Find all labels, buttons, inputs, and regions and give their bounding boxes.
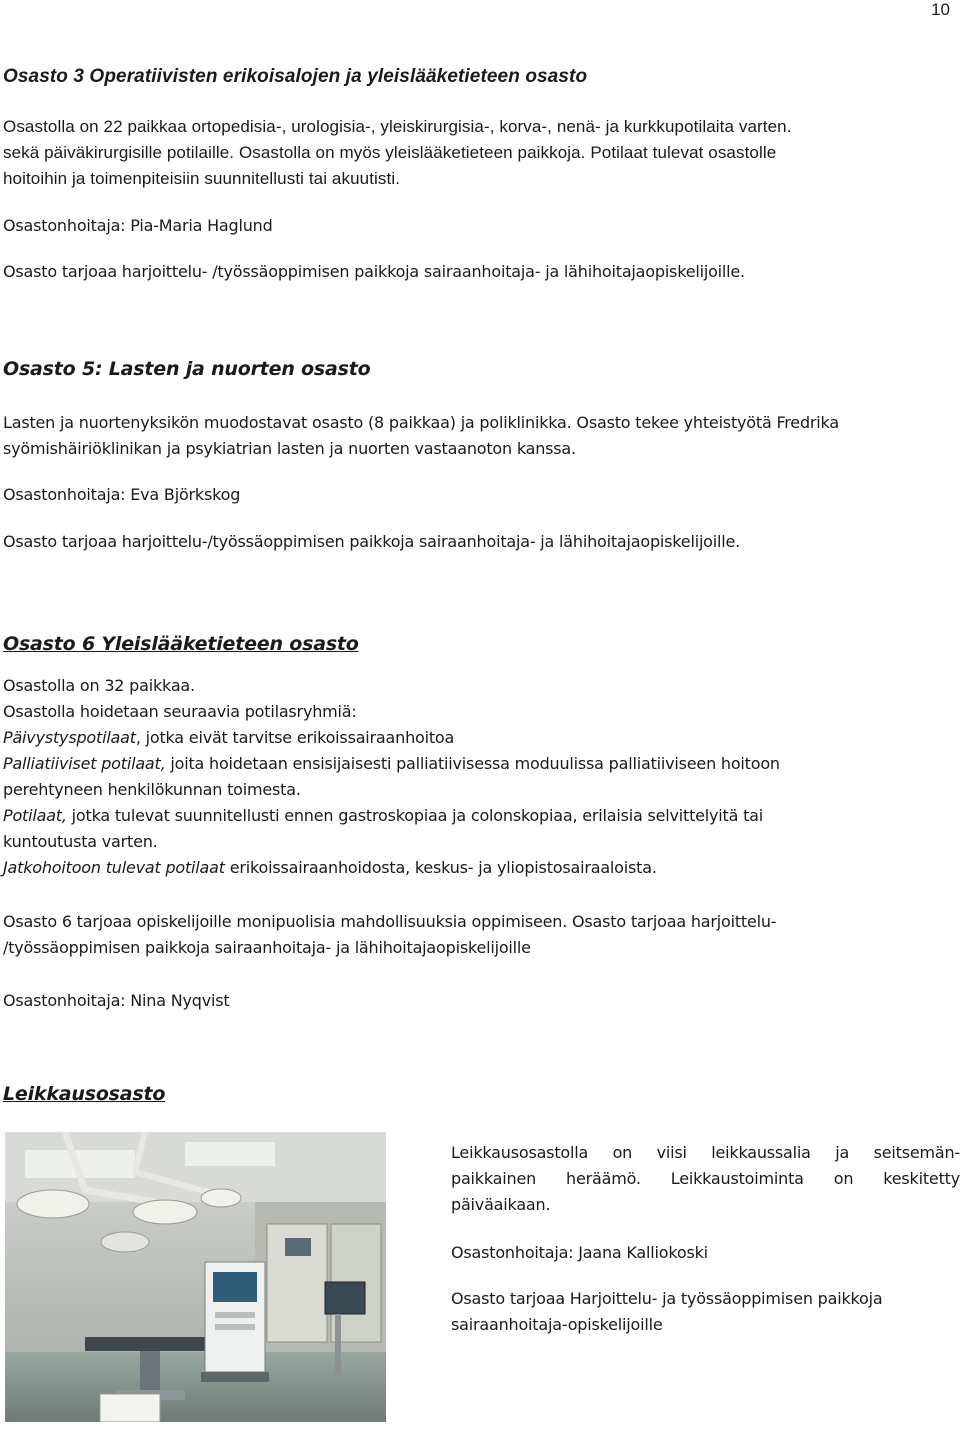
section-3-line-3: hoitoihin ja toimenpiteisiin suunnitellusti tai akuutisti. (3, 169, 401, 188)
page-number: 10 (931, 0, 950, 19)
group-1 (3, 725, 953, 751)
section-6-offer-line-1: Osasto 6 tarjoaa opiskelijoille monipuolisia mahdollisuuksia oppimiseen. Osasto tarjoaa harjoittelu- (3, 912, 777, 931)
section-6-groups-intro: Osastolla hoidetaan seuraavia potilasryhmiä: (3, 702, 357, 721)
group-2-line-2: perehtyneen henkilökunnan toimesta. (3, 780, 301, 799)
group-4 (3, 855, 953, 881)
section-6-head-nurse: Osastonhoitaja: Nina Nyqvist (3, 991, 230, 1010)
group-2-text: joita hoidetaan ensisijaisesti palliatiivisessa moduulissa palliatiiviseen hoitoon (165, 754, 780, 773)
group-2-name: Palliatiiviset potilaat, (3, 754, 166, 773)
surgery-head-nurse: Osastonhoitaja: Jaana Kalliokoski (451, 1243, 708, 1262)
surgery-offer-line-1: Osasto tarjoaa Harjoittelu- ja työssäoppimisen paikkoja (451, 1289, 883, 1308)
group-2 (3, 751, 953, 777)
section-5-title: Osasto 5: Lasten ja nuorten osasto (3, 358, 371, 380)
section-5-line-2: syömishäiriöklinikan ja psykiatrian lasten ja nuorten vastaanoton kanssa. (3, 439, 576, 458)
surgery-line-3: päiväaikaan. (451, 1195, 551, 1214)
section-3-line-2: sekä päiväkirurgisille potilaille. Osastolla on myös yleislääketieteen paikkoja. Potilaat tulevat osastolle (3, 143, 777, 162)
section-6-offer (3, 909, 953, 961)
section-5-offer: Osasto tarjoaa harjoittelu-/työssäoppimisen paikkoja sairaanhoitaja- ja lähihoitajaopiskelijoille. (3, 532, 741, 551)
section-6-places: Osastolla on 32 paikkaa. (3, 676, 195, 695)
surgery-title: Leikkausosasto (3, 1083, 166, 1105)
group-4-name: Jatkohoitoon tulevat potilaat (3, 858, 225, 877)
group-3-name: Potilaat, (3, 806, 67, 825)
section-3-line-1: Osastolla on 22 paikkaa ortopedisia-, urologisia-, yleiskirurgisia-, korva-, nenä- ja kurkkupotilaita varten. (3, 117, 792, 136)
group-3-line-2: kuntoutusta varten. (3, 832, 158, 851)
section-6-offer-line-2: /työssäoppimisen paikkoja sairaanhoitaja- ja lähihoitajaopiskelijoille (3, 938, 531, 957)
surgery-line-2: paikkainen heräämö. Leikkaustoiminta on keskitetty (451, 1169, 960, 1188)
section-6-patient-groups (3, 673, 953, 881)
group-3 (3, 803, 953, 829)
section-3-head-nurse: Osastonhoitaja: Pia-Maria Haglund (3, 216, 273, 235)
group-1-name: Päivystyspotilaat (3, 728, 136, 747)
surgery-line-1: Leikkausosastolla on viisi leikkaussalia ja seitsemän- (451, 1143, 960, 1162)
operating-room-photo (5, 1132, 386, 1422)
group-3-text: jotka tulevat suunnitellusti ennen gastroskopiaa ja colonskopiaa, erilaisia selvittelyitä tai (66, 806, 764, 825)
section-3-title: Osasto 3 Operatiivisten erikoisalojen ja yleislääketieteen osasto (3, 66, 588, 87)
section-3-description (3, 114, 953, 192)
section-5-head-nurse: Osastonhoitaja: Eva Björkskog (3, 485, 241, 504)
surgery-offer (451, 1286, 960, 1338)
section-6-title: Osasto 6 Yleislääketieteen osasto (3, 633, 359, 655)
surgery-description (451, 1140, 960, 1218)
group-4-text: erikoissairaanhoidosta, keskus- ja yliopistosairaaloista. (224, 858, 657, 877)
section-3-offer: Osasto tarjoaa harjoittelu- /työssäoppimisen paikkoja sairaanhoitaja- ja lähihoitajaopiskelijoille. (3, 262, 745, 281)
section-5-description (3, 410, 953, 462)
group-1-text: , jotka eivät tarvitse erikoissairaanhoitoa (135, 728, 455, 747)
surgery-offer-line-2: sairaanhoitaja-opiskelijoille (451, 1315, 663, 1334)
section-5-line-1: Lasten ja nuortenyksikön muodostavat osasto (8 paikkaa) ja poliklinikka. Osasto tekee yhteistyötä Fredrika (3, 413, 839, 432)
